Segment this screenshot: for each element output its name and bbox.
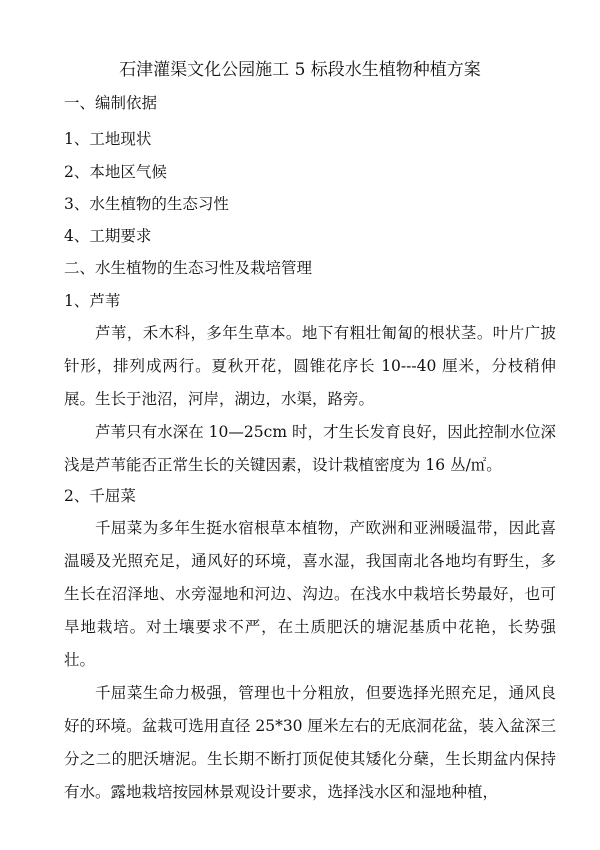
paragraph-lythrum-management: 千屈菜生命力极强，管理也十分粗放，但要选择光照充足，通风良好的环境。盆栽可选用直径 25*30 厘米左右的无底洞花盆，装入盆深三分之二的肥沃塘泥。生长期不断打顶促使其矮化分蘖，生长期盆内保持有水。露地栽培按园林景观设计要求，选择浅水区和湿地种植， bbox=[64, 684, 556, 801]
document-title: 石津灌渠文化公园施工 5 标段水生植物种植方案 bbox=[119, 60, 481, 80]
basis-item-ecology: 3、水生植物的生态习性 bbox=[64, 195, 229, 213]
paragraph-reed-description: 芦苇，禾木科，多年生草本。地下有粗壮匍匐的根状茎。叶片广披针形，排列成两行。夏秋开花，圆锥花序长 10---40 厘米，分枝稍伸展。生长于池沼，河岸，湖边，水渠，路旁。 bbox=[64, 324, 556, 408]
basis-item-site: 1、工地现状 bbox=[64, 130, 152, 148]
subheading-lythrum: 2、千屈菜 bbox=[64, 487, 136, 505]
section-heading-basis: 一、编制依据 bbox=[64, 94, 158, 112]
paragraph-lythrum-description: 千屈菜为多年生挺水宿根草本植物，产欧洲和亚洲暖温带，因此喜温暖及光照充足，通风好的环境，喜水湿，我国南北各地均有野生，多生长在沼泽地、水旁湿地和河边、沟边。在浅水中栽培长势最好，也可旱地栽培。对土壤要求不严，在土质肥沃的塘泥基质中花艳，长势强壮。 bbox=[64, 519, 556, 669]
section-heading-ecology: 二、水生植物的生态习性及栽培管理 bbox=[64, 259, 313, 277]
basis-item-climate: 2、本地区气候 bbox=[64, 163, 167, 181]
basis-item-schedule: 4、工期要求 bbox=[64, 227, 152, 245]
subheading-reed: 1、芦苇 bbox=[64, 292, 121, 310]
paragraph-reed-water-depth: 芦苇只有水深在 10—25cm 时，才生长发育良好，因此控制水位深浅是芦苇能否正常生长的关键因素，设计栽植密度为 16 丛/㎡。 bbox=[64, 423, 556, 474]
